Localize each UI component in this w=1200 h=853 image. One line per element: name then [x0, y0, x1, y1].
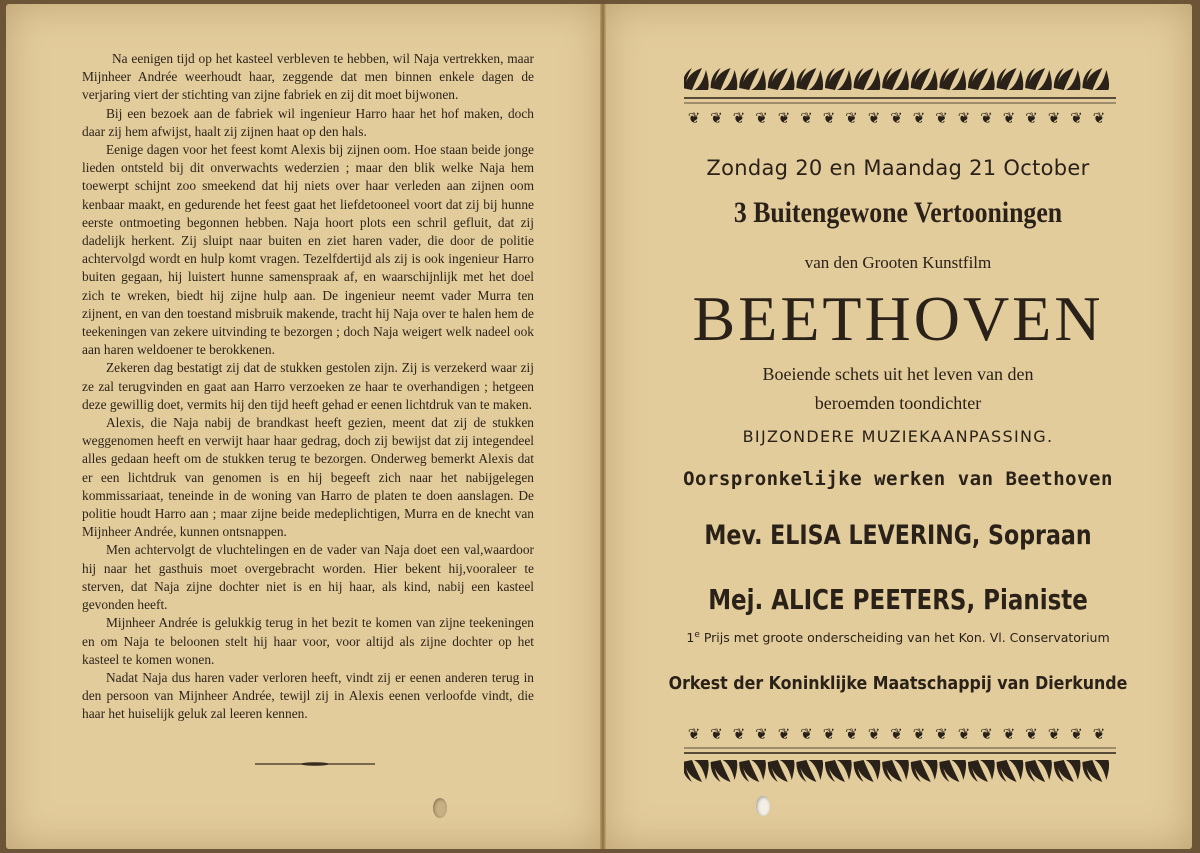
leaf-ornament-icon	[711, 68, 738, 90]
leaf-ornament-icon	[739, 68, 766, 90]
prize-sup: e	[694, 630, 700, 640]
double-rule-icon	[684, 96, 1116, 106]
leaf-ornament-icon	[939, 760, 966, 782]
fleuron-icon: ❦	[867, 725, 881, 743]
leaf-ornament-icon	[1054, 68, 1081, 90]
film-title: BEETHOVEN	[692, 283, 1104, 354]
leaf-ornament-icon	[911, 760, 938, 782]
fleuron-icon: ❦	[957, 109, 971, 127]
leaf-ornament-icon	[854, 68, 881, 90]
fleuron-icon: ❦	[822, 109, 836, 127]
prize-line	[604, 630, 1192, 645]
fleuron-icon: ❦	[1047, 109, 1061, 127]
soprano-line: Mev. ELISA LEVERING, Sopraan	[704, 520, 1092, 551]
fleuron-icon: ❦	[935, 725, 948, 743]
leaf-ornament-icon	[825, 68, 852, 90]
leaf-ornament-icon	[796, 760, 823, 782]
leaf-ornament-icon	[882, 68, 909, 90]
double-rule-icon	[684, 746, 1116, 756]
fleuron-icon: ❦	[912, 725, 926, 743]
leaf-ornament-icon	[684, 760, 709, 782]
leaf-ornament-icon	[854, 760, 881, 782]
leaf-frieze-icon	[684, 66, 1116, 92]
story-paragraph: Mijnheer Andrée is gelukkig terug in het bezit te komen van zijne teekeningen en om Naja te beloonen stelt hij haar voor, voor altijd als zijne dochter op het kasteel te komen wonen.	[82, 615, 534, 667]
leaf-ornament-icon	[997, 68, 1024, 90]
leaf-ornament-icon	[768, 68, 795, 90]
fleuron-icon: ❦	[1070, 109, 1083, 127]
leaf-ornament-icon	[684, 68, 709, 90]
fleuron-icon: ❦	[845, 109, 858, 127]
fleuron-icon: ❦	[710, 725, 723, 743]
story-paragraph: Men achtervolgt de vluchtelingen en de vader van Naja doet een val,waardoor hij naar het gasthuis moet overgebracht worden. Hier bekent hij,vooraleer te sterven, dat Naja zijne dochter niet is en hij haar, als kind, nabij een kasteel gevonden heeft.	[82, 542, 534, 613]
leaf-ornament-icon	[1082, 68, 1109, 90]
leaf-ornament-icon	[796, 68, 823, 90]
leaf-ornament-icon	[825, 760, 852, 782]
works-line: Oorspronkelijke werken van Beethoven	[683, 468, 1113, 490]
fleuron-row-icon	[684, 108, 1116, 128]
divider-swash-icon	[255, 762, 375, 766]
pianist-line: Mej. ALICE PEETERS, Pianiste	[708, 583, 1088, 616]
fleuron-icon: ❦	[980, 109, 993, 127]
story-text	[82, 50, 534, 724]
leaf-ornament-icon	[1082, 760, 1109, 782]
fleuron-icon: ❦	[777, 725, 791, 743]
leaf-ornament-icon	[968, 760, 995, 782]
fleuron-icon: ❦	[1025, 109, 1038, 127]
fleuron-icon: ❦	[1002, 109, 1016, 127]
leaf-ornament-icon	[997, 760, 1024, 782]
punch-hole	[756, 796, 770, 816]
fleuron-icon: ❦	[890, 725, 903, 743]
fleuron-icon: ❦	[1002, 725, 1016, 743]
description-line-1: Boeiende schets uit het leven van den	[762, 364, 1034, 384]
fleuron-icon: ❦	[755, 109, 768, 127]
orchestra-line: Orkest der Koninklijke Maatschappij van Dierkunde	[668, 673, 1128, 694]
fleuron-icon: ❦	[755, 725, 768, 743]
leaf-ornament-icon	[968, 68, 995, 90]
leaf-ornament-icon	[1025, 760, 1052, 782]
prize-text: Prijs met groote onderscheiding van het Kon. Vl. Conservatorium	[703, 630, 1110, 646]
prize-number: 1	[686, 630, 695, 646]
fleuron-icon: ❦	[1092, 725, 1106, 743]
fleuron-icon: ❦	[1047, 725, 1061, 743]
fleuron-icon: ❦	[710, 109, 723, 127]
music-note: BIJZONDERE MUZIEKAANPASSING.	[742, 427, 1054, 446]
fleuron-icon: ❦	[687, 109, 701, 127]
story-paragraph: Eenige dagen voor het feest komt Alexis bij zijnen oom. Hoe staan beide jonge lieden ontsteld bij dit onverwachts wederzien ; maar den blik welke Naja hem toewerpt schijnt zoo smeekend dat hij niets over haar verleden aan zijnen oom kenbaar maakt, en gedurende het feest gaat het liefdetooneel voort dat zij bij hunne eerste ontmoeting begonnen hebben. Naja hoort plots een schril gefluit, dat zij dadelijk herkent. Zij sluipt naar buiten en ziet haren vader, die door de politie achtervolgd wordt en hulp komt vragen. Tezelfdertijd als zij is ook ingenieur Harro buiten gegaan, hij luistert hunne samenspraak af, en waarschijnlijk met het doel zich te wreken, biedt hij zijne hulp aan. De ingenieur neemt vader Murra ten zijnent, en van den toestand misbruik makende, tracht hij Naja over te halen hem de teekeningen van zekere uitvinding te bezorgen ; doch Naja weigert welk nadeel ook aan haren weldoener te berokkenen.	[82, 142, 534, 358]
fleuron-icon: ❦	[1025, 725, 1038, 743]
fleuron-icon: ❦	[732, 725, 746, 743]
leaf-ornament-icon	[1054, 760, 1081, 782]
leaf-ornament-icon	[911, 68, 938, 90]
story-paragraph: Bij een bezoek aan de fabriek wil ingenieur Harro haar het hof maken, doch daar zij hem afwijst, haalt zij zijnen haat op den hals.	[82, 105, 534, 139]
film-intro: van den Grooten Kunstfilm	[804, 253, 992, 272]
leaf-ornament-icon	[739, 760, 766, 782]
fleuron-icon: ❦	[777, 109, 791, 127]
fleuron-icon: ❦	[687, 725, 701, 743]
fleuron-row-icon	[684, 724, 1116, 744]
story-paragraph: Nadat Naja dus haren vader verloren heeft, vindt zij er eenen anderen terug in den persoon van Mijnheer Andrée, tewijl zij in Alexis eenen verloofde vindt, die haar het huiselijk geluk zal leeren kennen.	[82, 669, 534, 722]
description-line-2: beroemden toondichter	[814, 393, 982, 413]
story-paragraph: Na eenigen tijd op het kasteel verbleven te hebben, wil Naja vertrekken, maar Mijnheer Andrée weerhoudt haar, zeggende dat men binnen enkele dagen de verjaring viert der stichting van zijne fabriek en zij dit moet bijwonen.	[82, 51, 534, 103]
leaf-ornament-icon	[711, 760, 738, 782]
leaf-ornament-icon	[939, 68, 966, 90]
fleuron-icon: ❦	[1092, 109, 1106, 127]
fleuron-icon: ❦	[822, 725, 836, 743]
fleuron-icon: ❦	[800, 109, 813, 127]
fleuron-icon: ❦	[1070, 725, 1083, 743]
fleuron-icon: ❦	[845, 725, 858, 743]
fleuron-icon: ❦	[957, 725, 971, 743]
leaf-ornament-icon	[768, 760, 795, 782]
fleuron-icon: ❦	[890, 109, 903, 127]
date-line: Zondag 20 en Maandag 21 October	[706, 156, 1090, 180]
story-paragraph: Alexis, die Naja nabij de brandkast heeft gezien, meent dat zij de stukken weggenomen heeft en verwijt haar haar gedrag, doch zij bewijst dat zij integendeel alles gedaan heeft om de stukken terug te bezorgen. Onderweg bemerkt Alexis dat er een lichtdruk van genomen is en hij begeeft zich naar het nabijgelegen kommissariaat, teneinde in de woning van Harro de platen te doen aanslagen. De politie houdt Harro aan ; maar zijne beide medeplichtigen, Murra en de knecht van Mijnheer Andrée, kunnen ontsnappen.	[82, 415, 534, 540]
leaf-ornament-icon	[882, 760, 909, 782]
fleuron-icon: ❦	[935, 109, 948, 127]
fleuron-icon: ❦	[980, 725, 993, 743]
fleuron-icon: ❦	[732, 109, 746, 127]
leaf-frieze-icon	[684, 758, 1116, 784]
performances-heading: 3 Buitengewone Vertooningen	[733, 196, 1063, 229]
story-paragraph: Zekeren dag bestatigt zij dat de stukken gestolen zijn. Zij is verzekerd waar zij ze zal terugvinden en gaat aan Harro verzoeken ze haar te overhandigen ; hetgeen deze gewillig doet, vermits hij den tijd heeft gehad er eenen lichtdruk van te maken.	[82, 360, 534, 412]
punch-hole	[433, 798, 447, 818]
fleuron-icon: ❦	[867, 109, 881, 127]
leaf-ornament-icon	[1025, 68, 1052, 90]
fleuron-icon: ❦	[800, 725, 813, 743]
fleuron-icon: ❦	[912, 109, 926, 127]
